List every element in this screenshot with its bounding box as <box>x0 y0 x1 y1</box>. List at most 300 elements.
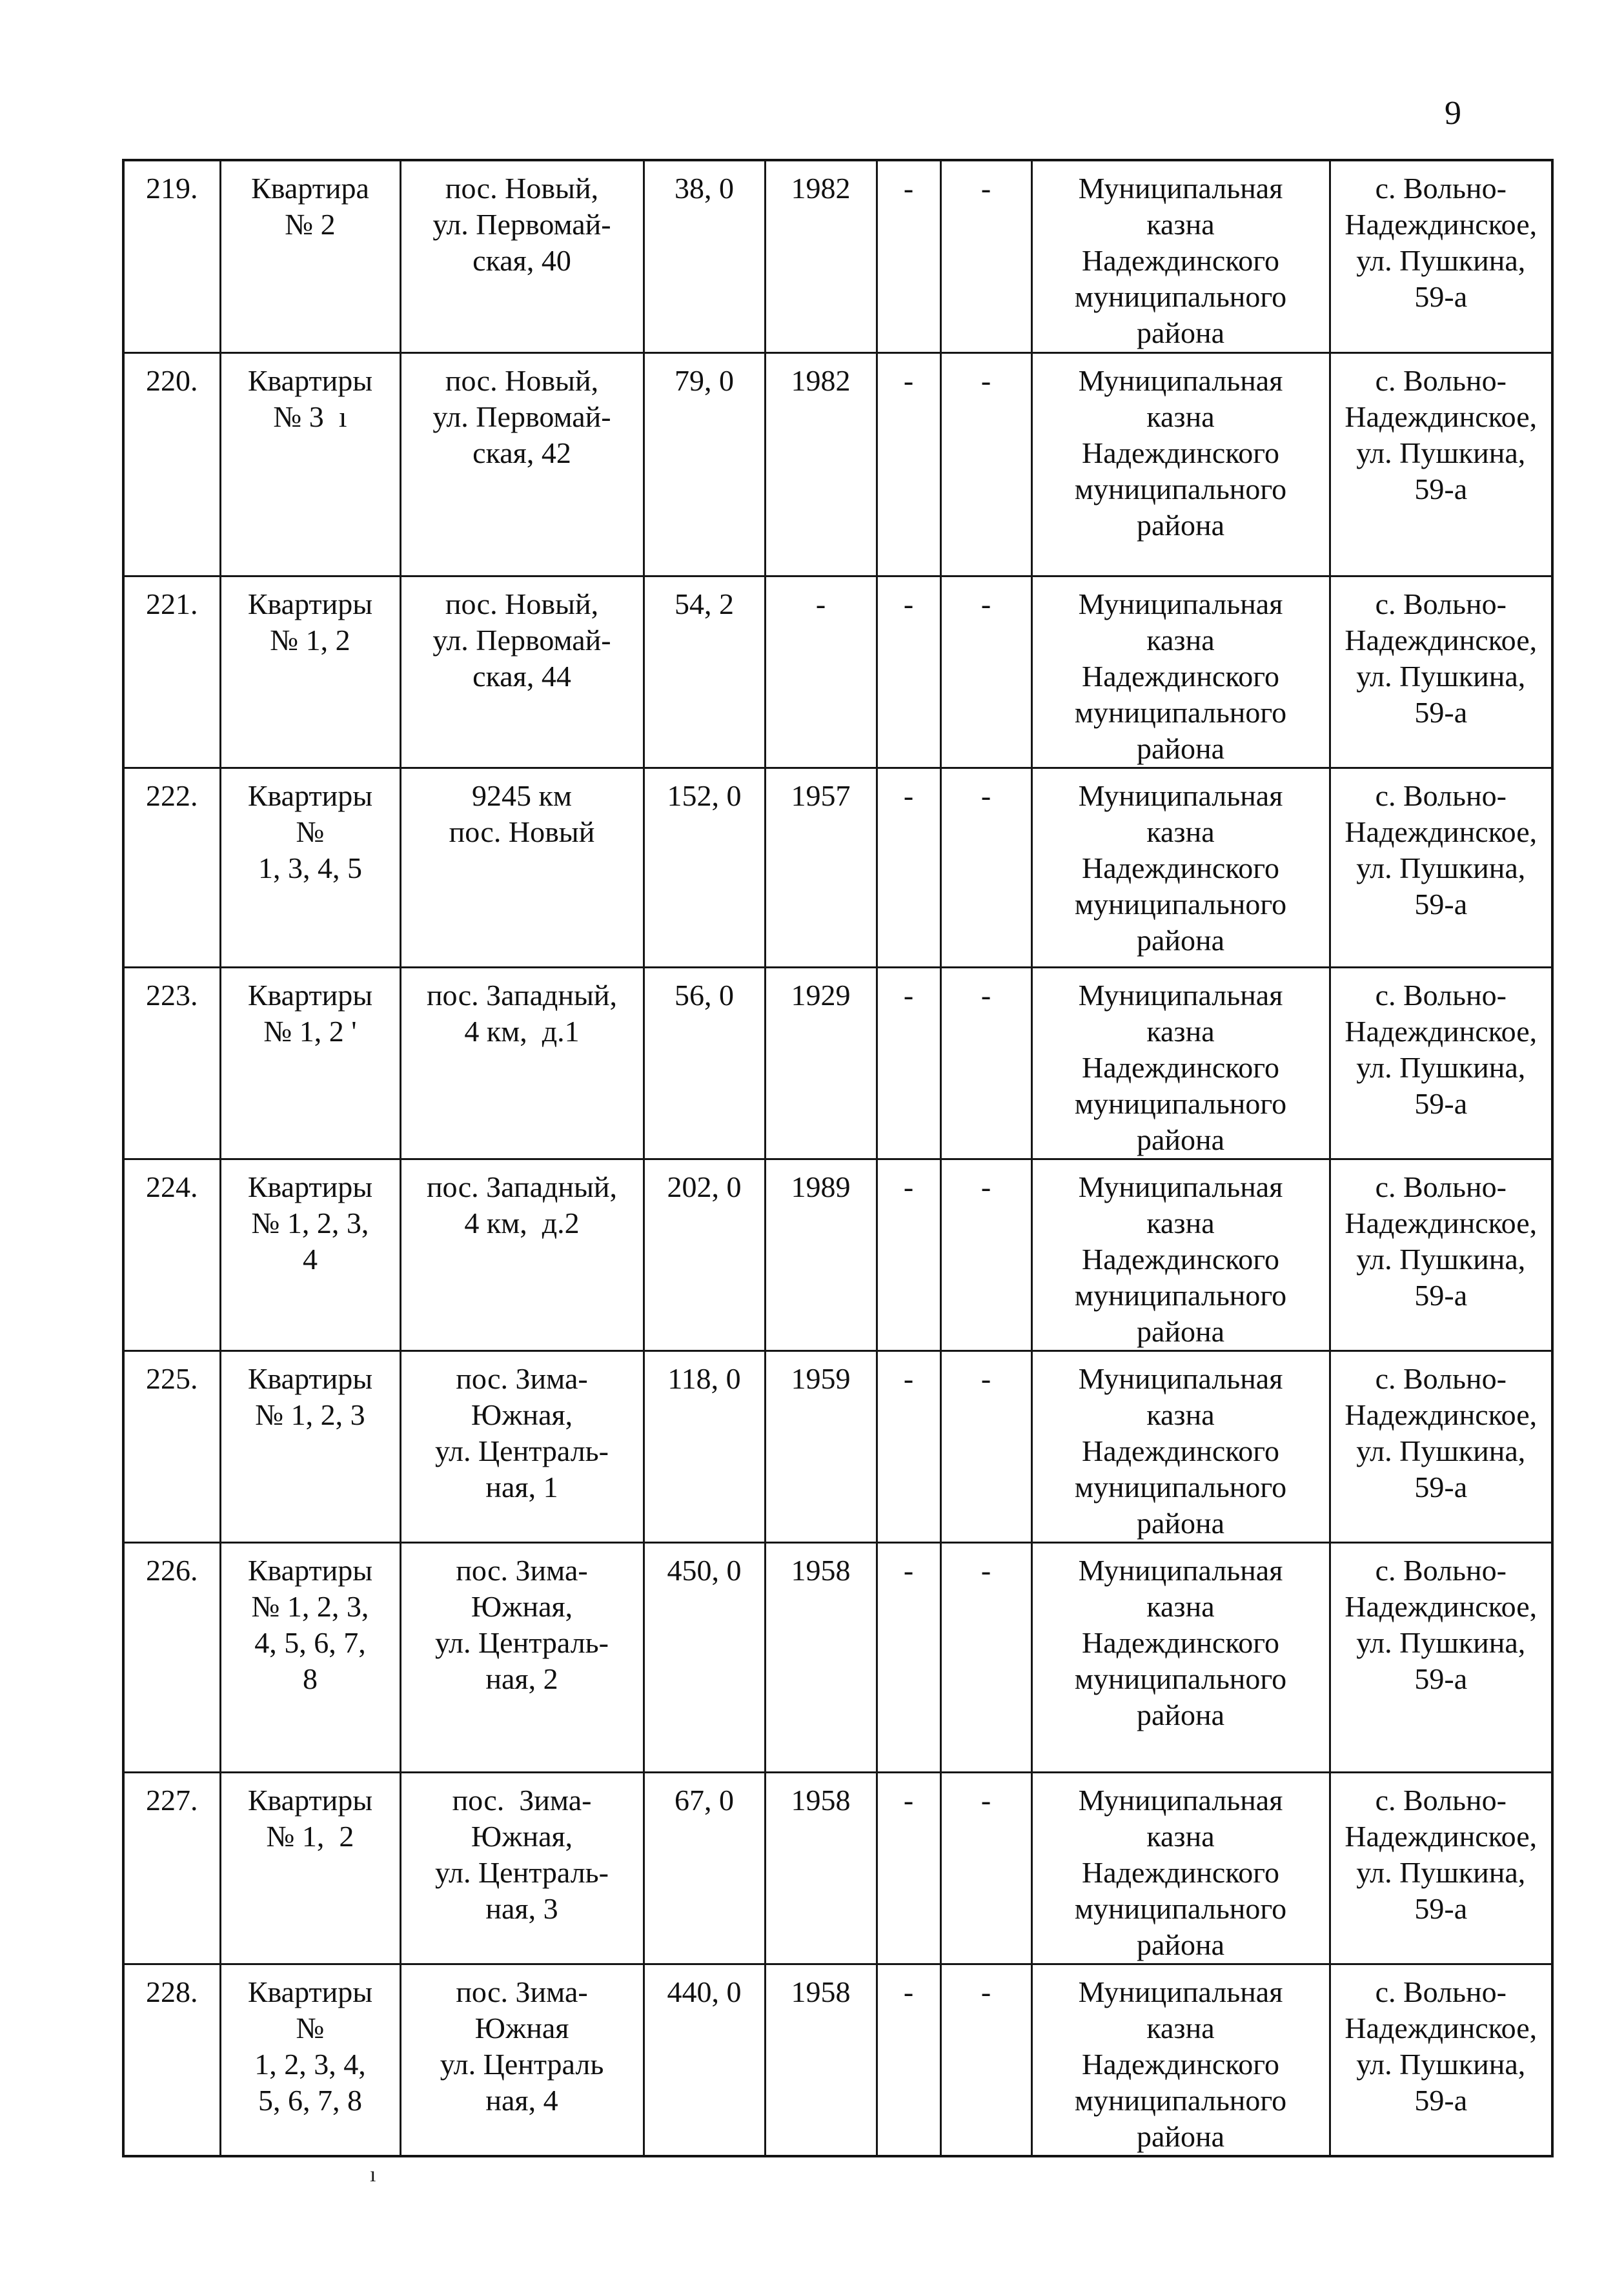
text-line: 4 км, д.1 <box>464 1014 580 1048</box>
area-cell <box>644 768 765 967</box>
text-line: Квартиры <box>247 1783 373 1817</box>
text-line: Южная <box>474 2011 569 2044</box>
text-line: ул. Централь <box>440 2047 604 2081</box>
text-line: 1, 3, 4, 5 <box>258 851 362 884</box>
text-line: 202, 0 <box>667 1170 742 1203</box>
text-line: Надеждинского <box>1081 1434 1280 1467</box>
text-line: ул. Пушкина, <box>1356 1242 1526 1276</box>
text-line: пос. Новый, <box>445 172 599 205</box>
object-name-cell <box>220 768 400 967</box>
text-line: с. Вольно- <box>1375 363 1507 397</box>
text-line: с. Вольно- <box>1375 587 1507 620</box>
text-line: 118, 0 <box>667 1361 741 1395</box>
object-address-cell <box>400 967 644 1159</box>
build-year-cell <box>765 1772 877 1964</box>
text-line: пос. Новый, <box>445 363 599 397</box>
text-line: казна <box>1146 815 1215 848</box>
text-line: Надеждинское, <box>1345 2011 1538 2044</box>
empty-value-cell <box>877 1772 940 1964</box>
text-line: с. Вольно- <box>1375 172 1507 205</box>
text-line: Муниципальная <box>1078 363 1283 397</box>
text-line: муниципального <box>1074 1662 1287 1695</box>
text-line: Муниципальная <box>1078 1783 1283 1817</box>
text-line: Надеждинское, <box>1345 1014 1538 1048</box>
text-line: 152, 0 <box>667 779 742 812</box>
text-line: ул. Пушкина, <box>1356 1434 1526 1467</box>
owner-address-cell <box>1330 967 1552 1159</box>
text-line: ул. Пушкина, <box>1356 244 1526 277</box>
text-line: района <box>1136 1928 1225 1961</box>
text-line: - <box>903 779 914 812</box>
owner-cell <box>1031 1542 1330 1772</box>
text-line: Муниципальная <box>1078 779 1283 812</box>
empty-value-cell <box>940 1772 1031 1964</box>
text-line: казна <box>1146 1819 1215 1853</box>
row-number-cell <box>123 1772 220 1964</box>
owner-cell <box>1031 1351 1330 1542</box>
text-line: 59-а <box>1414 472 1468 505</box>
text-line: 221. <box>146 587 198 620</box>
row-number-cell <box>123 1159 220 1351</box>
text-line: 1958 <box>791 1553 851 1587</box>
area-cell <box>644 1772 765 1964</box>
text-line: Надеждинского <box>1081 1626 1280 1659</box>
table-row <box>123 1351 1552 1542</box>
text-line: № 1, 2 <box>266 1819 354 1853</box>
empty-value-cell <box>877 768 940 967</box>
object-name-cell <box>220 1772 400 1964</box>
text-line: Надеждинского <box>1081 436 1280 469</box>
text-line: пос. Новый <box>449 815 595 848</box>
text-line: Муниципальная <box>1078 978 1283 1012</box>
text-line: Надеждинского <box>1081 244 1280 277</box>
object-address-cell <box>400 768 644 967</box>
text-line: 224. <box>146 1170 198 1203</box>
object-name-cell <box>220 576 400 768</box>
text-line: казна <box>1146 623 1215 657</box>
empty-value-cell <box>877 1964 940 2156</box>
area-cell <box>644 576 765 768</box>
row-number-cell <box>123 1964 220 2156</box>
text-line: Надеждинского <box>1081 1242 1280 1276</box>
text-line: - <box>980 978 991 1012</box>
text-line: - <box>903 363 914 397</box>
text-line: ул. Пушкина, <box>1356 1626 1526 1659</box>
text-line: ная, 3 <box>485 1891 558 1925</box>
build-year-cell <box>765 160 877 352</box>
text-line: муниципального <box>1074 695 1287 729</box>
text-line: № 1, 2, 3, <box>251 1589 369 1623</box>
text-line: пос. Зима- <box>456 1361 588 1395</box>
object-name-cell <box>220 1964 400 2156</box>
owner-cell <box>1031 1964 1330 2156</box>
text-line: - <box>903 587 914 620</box>
area-cell <box>644 967 765 1159</box>
text-line: 59-а <box>1414 280 1468 313</box>
text-line: муниципального <box>1074 280 1287 313</box>
text-line: Надеждинское, <box>1345 400 1538 433</box>
text-line: 9245 км <box>472 779 572 812</box>
table-row <box>123 768 1552 967</box>
owner-address-cell <box>1330 576 1552 768</box>
text-line: Квартиры <box>247 978 373 1012</box>
text-line: - <box>980 1783 991 1817</box>
text-line: Квартиры <box>247 363 373 397</box>
text-line: района <box>1136 731 1225 765</box>
text-line: ул. Пушкина, <box>1356 851 1526 884</box>
empty-value-cell <box>940 1351 1031 1542</box>
text-line: ул. Пушкина, <box>1356 1050 1526 1084</box>
text-line: казна <box>1146 400 1215 433</box>
text-line: района <box>1136 1506 1225 1540</box>
object-address-cell <box>400 1159 644 1351</box>
table-row <box>123 1772 1552 1964</box>
text-line: 1957 <box>791 779 851 812</box>
text-line: 59-а <box>1414 1891 1468 1925</box>
text-line: ул. Пушкина, <box>1356 659 1526 693</box>
text-line: ская, 40 <box>472 244 571 277</box>
object-name-cell <box>220 1351 400 1542</box>
area-cell <box>644 1964 765 2156</box>
text-line: района <box>1136 316 1225 349</box>
empty-value-cell <box>877 1351 940 1542</box>
owner-cell <box>1031 1159 1330 1351</box>
text-line: ская, 42 <box>472 436 571 469</box>
text-line: района <box>1136 508 1225 542</box>
text-line: ул. Пушкина, <box>1356 1855 1526 1889</box>
text-line: 56, 0 <box>675 978 734 1012</box>
text-line: муниципального <box>1074 2083 1287 2117</box>
table-row <box>123 1542 1552 1772</box>
table-row <box>123 352 1552 576</box>
text-line: ул. Первомай- <box>432 623 611 657</box>
owner-address-cell <box>1330 1772 1552 1964</box>
text-line: Надеждинского <box>1081 1855 1280 1889</box>
text-line: - <box>980 363 991 397</box>
owner-cell <box>1031 967 1330 1159</box>
text-line: муниципального <box>1074 1891 1287 1925</box>
text-line: - <box>815 587 826 620</box>
text-line: - <box>903 172 914 205</box>
text-line: ул. Первомай- <box>432 400 611 433</box>
text-line: с. Вольно- <box>1375 978 1507 1012</box>
text-line: Квартиры <box>247 1975 373 2008</box>
page-number: 9 <box>1445 95 1461 132</box>
build-year-cell <box>765 1964 877 2156</box>
text-line: казна <box>1146 1014 1215 1048</box>
empty-value-cell <box>877 1159 940 1351</box>
object-name-cell <box>220 967 400 1159</box>
empty-value-cell <box>940 576 1031 768</box>
owner-cell <box>1031 1772 1330 1964</box>
area-cell <box>644 352 765 576</box>
text-line: района <box>1136 2119 1225 2153</box>
text-line: 59-а <box>1414 1662 1468 1695</box>
area-cell <box>644 160 765 352</box>
text-line: муниципального <box>1074 1086 1287 1120</box>
text-line: казна <box>1146 208 1215 241</box>
object-name-cell <box>220 352 400 576</box>
text-line: Квартиры <box>247 1170 373 1203</box>
text-line: района <box>1136 923 1225 957</box>
area-cell <box>644 1351 765 1542</box>
text-line: муниципального <box>1074 1470 1287 1503</box>
text-line: - <box>980 1975 991 2008</box>
text-line: казна <box>1146 1206 1215 1239</box>
text-line: Надеждинское, <box>1345 1398 1538 1431</box>
text-line: 1989 <box>791 1170 851 1203</box>
text-line: 4 <box>303 1242 318 1276</box>
owner-cell <box>1031 160 1330 352</box>
text-line: 1982 <box>791 172 851 205</box>
text-line: - <box>980 587 991 620</box>
build-year-cell <box>765 1159 877 1351</box>
text-line: 79, 0 <box>675 363 734 397</box>
row-number-cell <box>123 1351 220 1542</box>
text-line: Надеждинское, <box>1345 1589 1538 1623</box>
object-name-cell <box>220 160 400 352</box>
text-line: 38, 0 <box>675 172 734 205</box>
text-line: 220. <box>146 363 198 397</box>
build-year-cell <box>765 576 877 768</box>
text-line: пос. Западный, <box>426 1170 618 1203</box>
text-line: 1959 <box>791 1361 851 1395</box>
text-line: ная, 1 <box>485 1470 558 1503</box>
build-year-cell <box>765 967 877 1159</box>
text-line: № 1, 2 <box>270 623 350 657</box>
text-line: района <box>1136 1698 1225 1731</box>
text-line: Муниципальная <box>1078 1553 1283 1587</box>
text-line: Квартиры <box>247 779 373 812</box>
text-line: 1958 <box>791 1975 851 2008</box>
text-line: Квартиры <box>247 1553 373 1587</box>
row-number-cell <box>123 967 220 1159</box>
text-line: Надеждинское, <box>1345 623 1538 657</box>
empty-value-cell <box>940 160 1031 352</box>
scan-artifact-mark: ı <box>370 2163 376 2186</box>
owner-address-cell <box>1330 160 1552 352</box>
owner-address-cell <box>1330 1351 1552 1542</box>
text-line: ул. Централь- <box>435 1855 609 1889</box>
text-line: Надеждинское, <box>1345 208 1538 241</box>
object-address-cell <box>400 1772 644 1964</box>
text-line: района <box>1136 1314 1225 1348</box>
text-line: № 1, 2, 3 <box>255 1398 365 1431</box>
empty-value-cell <box>877 576 940 768</box>
empty-value-cell <box>877 160 940 352</box>
text-line: Квартиры <box>247 587 373 620</box>
text-line: 59-а <box>1414 695 1468 729</box>
owner-cell <box>1031 352 1330 576</box>
text-line: - <box>903 1783 914 1817</box>
text-line: 59-а <box>1414 1086 1468 1120</box>
text-line: Надеждинского <box>1081 851 1280 884</box>
text-line: 219. <box>146 172 198 205</box>
text-line: 440, 0 <box>667 1975 742 2008</box>
empty-value-cell <box>877 352 940 576</box>
text-line: Надеждинского <box>1081 1050 1280 1084</box>
text-line: Муниципальная <box>1078 1975 1283 2008</box>
text-line: 1982 <box>791 363 851 397</box>
text-line: № <box>296 815 325 848</box>
empty-value-cell <box>940 1159 1031 1351</box>
municipal-property-registry-table <box>122 159 1554 2157</box>
text-line: с. Вольно- <box>1375 1170 1507 1203</box>
text-line: ул. Первомай- <box>432 208 611 241</box>
text-line: Квартира <box>251 172 369 205</box>
text-line: Южная, <box>471 1398 573 1431</box>
table-row <box>123 1159 1552 1351</box>
text-line: Южная, <box>471 1819 573 1853</box>
owner-cell <box>1031 576 1330 768</box>
build-year-cell <box>765 352 877 576</box>
registry-table-body <box>123 160 1552 2156</box>
text-line: 1, 2, 3, 4, <box>254 2047 366 2081</box>
text-line: 4 км, д.2 <box>464 1206 580 1239</box>
text-line: с. Вольно- <box>1375 779 1507 812</box>
text-line: Надеждинского <box>1081 659 1280 693</box>
text-line: пос. Зима- <box>456 1553 588 1587</box>
text-line: - <box>980 1553 991 1587</box>
text-line: ул. Централь- <box>435 1434 609 1467</box>
owner-address-cell <box>1330 1964 1552 2156</box>
text-line: - <box>980 1361 991 1395</box>
text-line: пос. Зима- <box>452 1783 592 1817</box>
text-line: 54, 2 <box>675 587 734 620</box>
text-line: казна <box>1146 1589 1215 1623</box>
text-line: 228. <box>146 1975 198 2008</box>
object-address-cell <box>400 1964 644 2156</box>
text-line: Муниципальная <box>1078 172 1283 205</box>
area-cell <box>644 1542 765 1772</box>
area-cell <box>644 1159 765 1351</box>
row-number-cell <box>123 352 220 576</box>
empty-value-cell <box>877 967 940 1159</box>
row-number-cell <box>123 576 220 768</box>
text-line: казна <box>1146 1398 1215 1431</box>
owner-cell <box>1031 768 1330 967</box>
text-line: с. Вольно- <box>1375 1783 1507 1817</box>
text-line: 1929 <box>791 978 851 1012</box>
text-line: - <box>980 1170 991 1203</box>
owner-address-cell <box>1330 352 1552 576</box>
text-line: 225. <box>146 1361 198 1395</box>
text-line: 227. <box>146 1783 198 1817</box>
text-line: Надеждинское, <box>1345 815 1538 848</box>
owner-address-cell <box>1330 1159 1552 1351</box>
text-line: с. Вольно- <box>1375 1553 1507 1587</box>
object-name-cell <box>220 1542 400 1772</box>
empty-value-cell <box>877 1542 940 1772</box>
text-line: пос. Новый, <box>445 587 599 620</box>
text-line: - <box>903 1361 914 1395</box>
text-line: Муниципальная <box>1078 587 1283 620</box>
text-line: ул. Пушкина, <box>1356 436 1526 469</box>
row-number-cell <box>123 1542 220 1772</box>
text-line: 223. <box>146 978 198 1012</box>
text-line: муниципального <box>1074 1278 1287 1312</box>
text-line: 450, 0 <box>667 1553 742 1587</box>
text-line: - <box>980 172 991 205</box>
text-line: ул. Пушкина, <box>1356 2047 1526 2081</box>
text-line: Надеждинское, <box>1345 1819 1538 1853</box>
text-line: 1958 <box>791 1783 851 1817</box>
owner-address-cell <box>1330 1542 1552 1772</box>
text-line: - <box>903 1170 914 1203</box>
text-line: с. Вольно- <box>1375 1361 1507 1395</box>
object-address-cell <box>400 1351 644 1542</box>
text-line: района <box>1136 1123 1225 1156</box>
empty-value-cell <box>940 1542 1031 1772</box>
text-line: муниципального <box>1074 472 1287 505</box>
text-line: 67, 0 <box>675 1783 734 1817</box>
object-address-cell <box>400 576 644 768</box>
text-line: № 1, 2 ' <box>263 1014 357 1048</box>
text-line: муниципального <box>1074 887 1287 921</box>
text-line: Южная, <box>471 1589 573 1623</box>
text-line: Муниципальная <box>1078 1361 1283 1395</box>
text-line: 222. <box>146 779 198 812</box>
text-line: - <box>903 978 914 1012</box>
text-line: ская, 44 <box>472 659 571 693</box>
text-line: 226. <box>146 1553 198 1587</box>
object-address-cell <box>400 352 644 576</box>
text-line: Квартиры <box>247 1361 373 1395</box>
empty-value-cell <box>940 1964 1031 2156</box>
text-line: № <box>296 2011 325 2044</box>
build-year-cell <box>765 1542 877 1772</box>
text-line: 59-а <box>1414 887 1468 921</box>
text-line: 8 <box>303 1662 318 1695</box>
table-row <box>123 576 1552 768</box>
text-line: № 1, 2, 3, <box>251 1206 369 1239</box>
build-year-cell <box>765 768 877 967</box>
text-line: 59-а <box>1414 2083 1468 2117</box>
text-line: Надеждинского <box>1081 2047 1280 2081</box>
empty-value-cell <box>940 967 1031 1159</box>
table-row <box>123 160 1552 352</box>
row-number-cell <box>123 768 220 967</box>
text-line: ная, 2 <box>485 1662 558 1695</box>
text-line: пос. Зима- <box>456 1975 588 2008</box>
object-address-cell <box>400 1542 644 1772</box>
object-name-cell <box>220 1159 400 1351</box>
empty-value-cell <box>940 352 1031 576</box>
text-line: - <box>980 779 991 812</box>
text-line: 59-а <box>1414 1470 1468 1503</box>
text-line: пос. Западный, <box>426 978 618 1012</box>
text-line: № 3 ı <box>273 400 347 433</box>
owner-address-cell <box>1330 768 1552 967</box>
table-row <box>123 1964 1552 2156</box>
build-year-cell <box>765 1351 877 1542</box>
table-row <box>123 967 1552 1159</box>
text-line: с. Вольно- <box>1375 1975 1507 2008</box>
text-line: № 2 <box>285 208 336 241</box>
text-line: 5, 6, 7, 8 <box>258 2083 362 2117</box>
empty-value-cell <box>940 768 1031 967</box>
text-line: ная, 4 <box>485 2083 558 2117</box>
text-line: Надеждинское, <box>1345 1206 1538 1239</box>
text-line: 4, 5, 6, 7, <box>254 1626 366 1659</box>
text-line: 59-а <box>1414 1278 1468 1312</box>
text-line: - <box>903 1553 914 1587</box>
row-number-cell <box>123 160 220 352</box>
text-line: ул. Централь- <box>435 1626 609 1659</box>
text-line: - <box>903 1975 914 2008</box>
text-line: казна <box>1146 2011 1215 2044</box>
object-address-cell <box>400 160 644 352</box>
